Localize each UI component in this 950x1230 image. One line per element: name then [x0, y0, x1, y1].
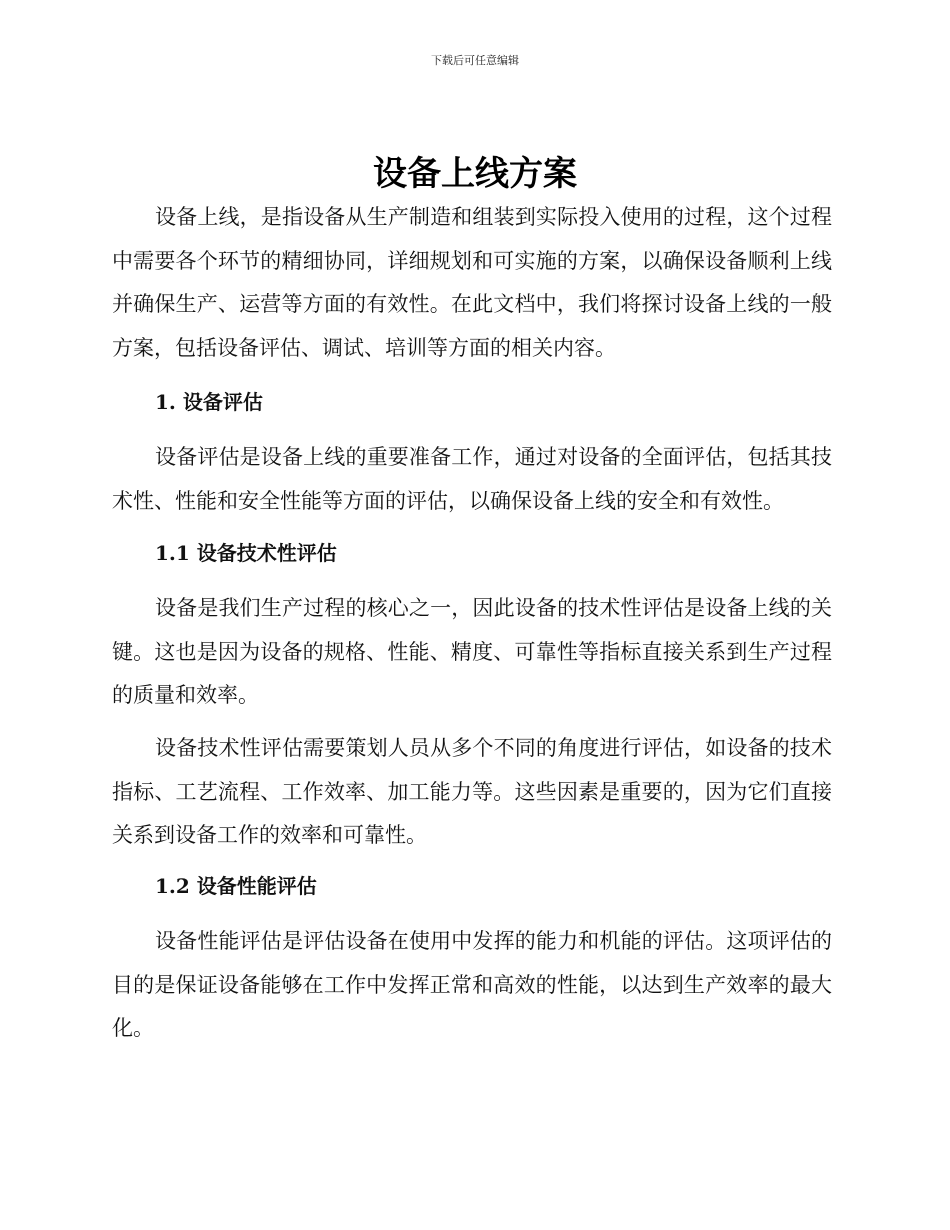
section-1-2-heading: 1.2 设备性能评估	[155, 874, 317, 898]
intro-paragraph: 设备上线，是指设备从生产制造和组装到实际投入使用的过程，这个过程中需要各个环节的精细协同，详细规划和可实施的方案，以确保设备顺利上线并确保生产、运营等方面的有效性。在此文档中，我们将探讨设备上线的一般方案，包括设备评估、调试、培训等方面的相关内容。	[112, 205, 832, 360]
page-header: 下载后可任意编辑	[431, 54, 519, 67]
section-1-paragraph: 设备评估是设备上线的重要准备工作，通过对设备的全面评估，包括其技术性、性能和安全性能等方面的评估，以确保设备上线的安全和有效性。	[112, 445, 832, 513]
document-title: 设备上线方案	[373, 154, 577, 194]
section-1-1-heading: 1.1 设备技术性评估	[155, 541, 337, 565]
section-1-1-paragraph-1: 设备是我们生产过程的核心之一，因此设备的技术性评估是设备上线的关键。这也是因为设备的规格、性能、精度、可靠性等指标直接关系到生产过程的质量和效率。	[112, 596, 832, 707]
section-1-1-paragraph-2: 设备技术性评估需要策划人员从多个不同的角度进行评估，如设备的技术指标、工艺流程、工作效率、加工能力等。这些因素是重要的，因为它们直接关系到设备工作的效率和可靠性。	[112, 736, 832, 847]
section-1-heading: 1. 设备评估	[155, 390, 263, 414]
section-1-2-paragraph: 设备性能评估是评估设备在使用中发挥的能力和机能的评估。这项评估的目的是保证设备能够在工作中发挥正常和高效的性能，以达到生产效率的最大化。	[112, 929, 832, 1040]
